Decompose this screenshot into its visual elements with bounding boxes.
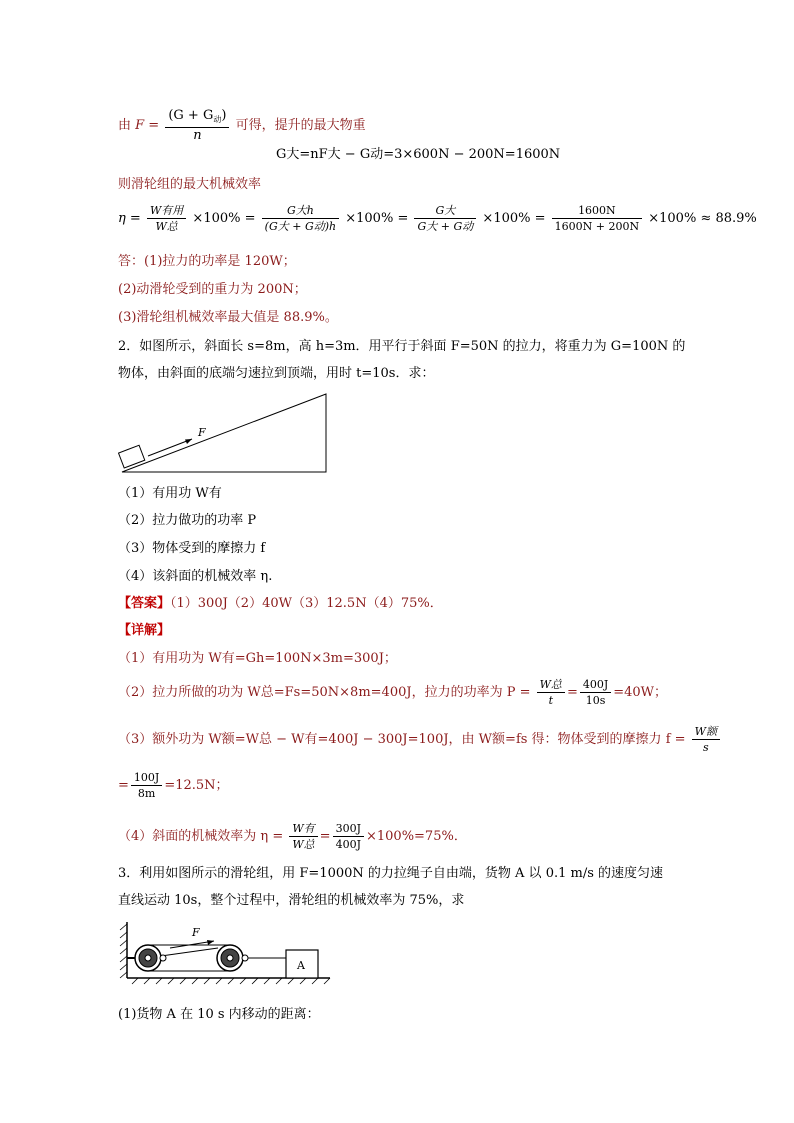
sol1-intro-pre: 由: [118, 118, 132, 133]
eff-f3-num: G大: [414, 203, 476, 219]
eff-f4-num: 1600N: [552, 203, 642, 219]
eff-f4-den: 1600N + 200N: [554, 220, 640, 233]
sol1-frac-num-close: ): [221, 108, 227, 123]
sol1-ans1: 答：(1)拉力的功率是 120W；: [118, 254, 296, 269]
answer-tag: 【答案】: [118, 596, 171, 611]
eff-f1-den: W总: [155, 220, 178, 233]
d2-num: W总: [537, 677, 565, 693]
sol1-frac-num: (G + G: [168, 108, 214, 123]
eff-f1-num: W有用: [147, 203, 186, 219]
sol1-frac: [165, 108, 229, 143]
fixed-pulley-axle: [145, 955, 151, 961]
sol1-gmax: G大=nF大 − G动=3×600N − 200N=1600N: [276, 147, 561, 162]
force-arrowhead: [185, 439, 192, 444]
q3-sub1: (1)货物 A 在 10 s 内移动的距离：: [118, 1007, 320, 1022]
hook-left: [160, 955, 166, 961]
d2-mid: =: [566, 685, 578, 700]
d2-den2: 10s: [585, 694, 606, 707]
q2-line2: 物体，由斜面的底端匀速拉到顶端，用时 t=10s．求：: [118, 366, 435, 381]
rope-free: [161, 948, 218, 956]
eff-f3-den: G大 + G动: [417, 220, 474, 233]
q2-item4: （4）该斜面的机械效率 η.: [118, 569, 273, 584]
sol1-eff-title: 则滑轮组的最大机械效率: [118, 177, 262, 192]
sol1-formula-f: F =: [135, 118, 160, 133]
q2-item2: （2）拉力做功的功率 P: [118, 513, 257, 528]
d4-num2: 300J: [333, 821, 364, 837]
q2-d3b: [118, 770, 229, 801]
sol1-ans3: (3)滑轮组机械效率最大值是 88.9%。: [118, 310, 338, 325]
d4-mid: =: [319, 829, 331, 844]
eff-x1: ×100% =: [192, 211, 256, 226]
q2-d3: [118, 724, 722, 755]
eff-x4: ×100% ≈ 88.9%: [648, 211, 757, 226]
wall-hatch: [120, 924, 127, 978]
incline-figure: [118, 390, 333, 480]
d3-den: s: [703, 741, 709, 754]
q2-detail-tag: 【详解】: [118, 623, 171, 638]
answer-text: （1）300J（2）40W（3）12.5N（4）75%．: [170, 596, 443, 611]
pulley-figure: [118, 920, 340, 988]
eff-f2-den: (G大 + G动)h: [264, 220, 337, 233]
q2-d1: （1）有用功为 W有=Gh=100N×3m=300J；: [118, 651, 397, 666]
d3b-pre: =: [118, 778, 129, 793]
eff-x3: ×100% =: [482, 211, 546, 226]
d2-num2: 400J: [580, 677, 611, 693]
d3b-den: 8m: [137, 787, 156, 800]
d2-den: t: [548, 694, 553, 707]
q2-d2: [118, 677, 667, 708]
sol1-frac-num-sub: 动: [213, 115, 222, 124]
d2-pre: （2）拉力所做的功为 W总=Fs=50N×8m=400J，拉力的功率为 P =: [118, 685, 531, 700]
d4-den: W总: [292, 838, 315, 851]
q2-item3: （3）物体受到的摩擦力 f: [118, 541, 266, 556]
sol1-intro-post: 可得，提升的最大物重: [235, 118, 366, 133]
d2-post: =40W；: [613, 685, 668, 700]
q2-item1: （1）有用功 W有: [118, 486, 222, 501]
d3b-num: 100J: [131, 770, 162, 786]
d3-num: W额: [692, 724, 720, 740]
q2-d4: [118, 821, 467, 852]
sol1-ans2: (2)动滑轮受到的重力为 200N；: [118, 282, 307, 297]
q3-line1: 3．利用如图所示的滑轮组，用 F=1000N 的力拉绳子自由端，货物 A 以 0.1 m/s 的速度匀速: [118, 866, 664, 881]
eff-eta: η =: [118, 211, 141, 226]
ground-hatch: [132, 978, 330, 984]
sol1-intro: [118, 108, 366, 143]
d4-post: ×100%=75%．: [365, 829, 467, 844]
q2-answer: [118, 595, 443, 613]
block-a-label: A: [297, 959, 305, 972]
d4-num: W有: [289, 821, 317, 837]
sol1-eff-formula: [118, 203, 757, 234]
force-label-3: F: [192, 926, 200, 939]
q3-line2: 直线运动 10s，整个过程中，滑轮组的机械效率为 75%，求: [118, 893, 465, 908]
d3b-post: =12.5N；: [164, 778, 229, 793]
d4-pre: （4）斜面的机械效率为 η =: [118, 829, 284, 844]
d3-pre: （3）额外功为 W额=W总 − W有=400J − 300J=100J，由 W额=fs 得：物体受到的摩擦力 f =: [118, 732, 686, 747]
incline-triangle: [122, 394, 326, 472]
eff-x2: ×100% =: [345, 211, 409, 226]
moving-pulley-axle: [227, 955, 233, 961]
d4-den2: 400J: [335, 838, 361, 851]
eff-f2-num: G大h: [262, 203, 339, 219]
force-label: F: [198, 426, 206, 439]
hook-right: [242, 955, 248, 961]
sol1-frac-den: n: [193, 128, 202, 143]
q2-line1: 2．如图所示，斜面长 s=8m，高 h=3m．用平行于斜面 F=50N 的拉力，将重力为 G=100N 的: [118, 339, 686, 354]
